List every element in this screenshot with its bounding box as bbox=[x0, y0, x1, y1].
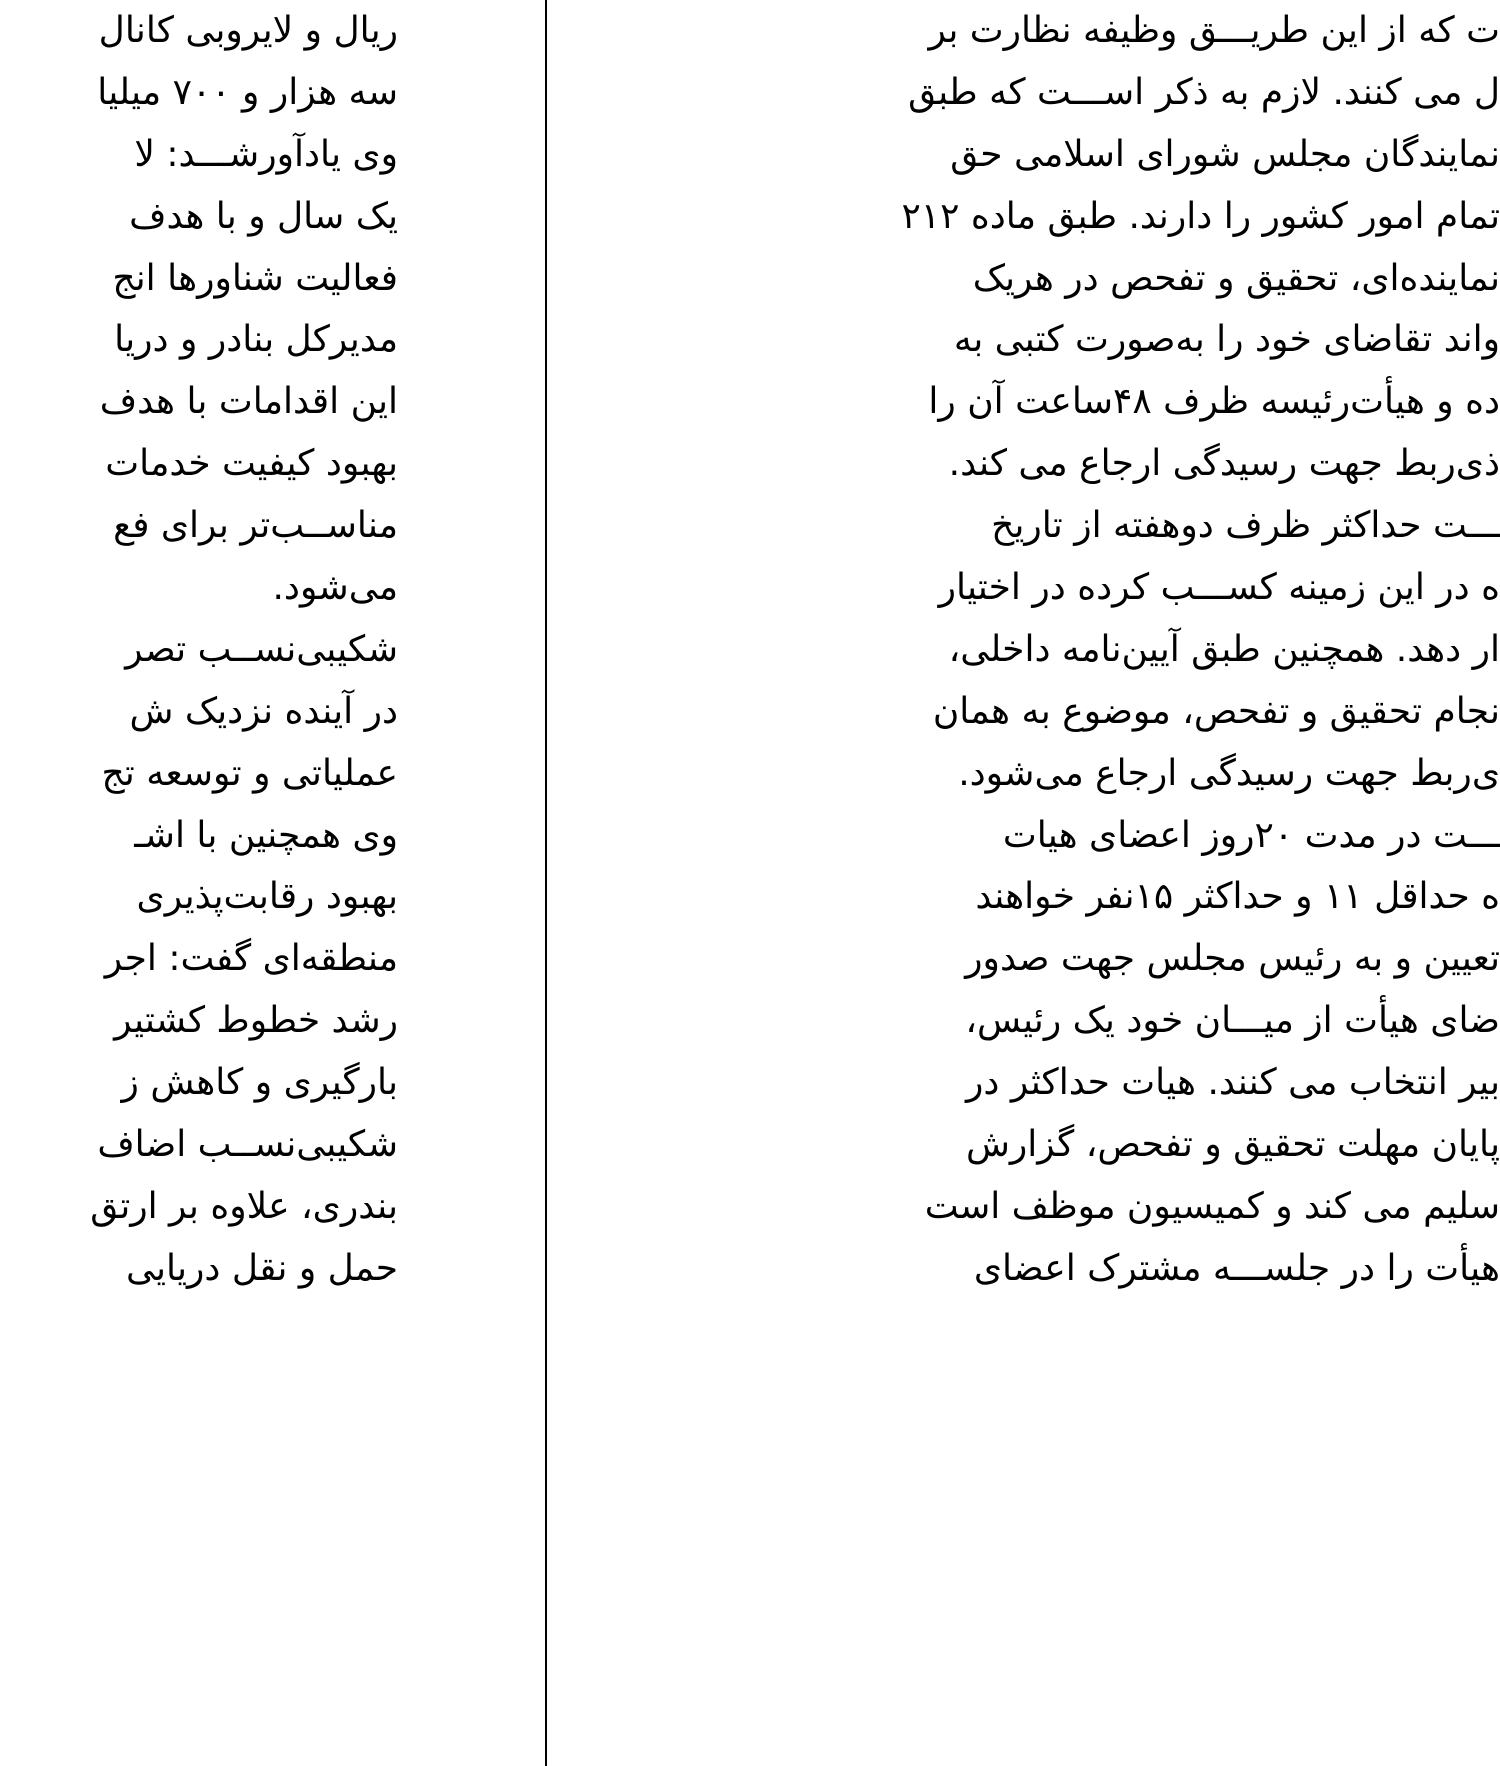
text-line: تمام امور کشور را دارند. طبق ماده ۲۱۲ bbox=[901, 195, 1500, 237]
text-line: بندری، علاوه بر ارتق bbox=[90, 1185, 398, 1227]
text-line: ضای هیأت از میـــان خود یک رئیس، bbox=[965, 1000, 1500, 1042]
text-line: ه حداقل ۱۱ و حداکثر ۱۵نفر خواهند bbox=[975, 876, 1500, 918]
text-line: مناســب‌تر برای فع bbox=[113, 505, 398, 547]
text-line: فعالیت شناورها انج bbox=[112, 257, 398, 299]
text-line: شکیبی‌نســب تصر bbox=[125, 628, 398, 670]
text-line: ریال و لایروبی کانال bbox=[98, 10, 398, 51]
text-line: یک سال و با هدف bbox=[129, 195, 398, 237]
right-text-column bbox=[783, 0, 1500, 1766]
text-line: سه هزار و ۷۰۰ میلیا bbox=[97, 71, 398, 113]
text-line: شکیبی‌نســب اضاف bbox=[97, 1124, 398, 1166]
text-line: در آینده نزدیک ش bbox=[129, 690, 398, 732]
text-line: ه در این زمینه کســـب کرده در اختیار bbox=[938, 567, 1500, 609]
text-line: وی همچنین با اشـ bbox=[134, 814, 398, 856]
text-line: واند تقاضای خود را به‌صورت کتبی به bbox=[953, 319, 1500, 361]
text-line: می‌شود. bbox=[272, 567, 398, 609]
text-line: ـــت در مدت ۲۰روز اعضای هیات bbox=[1002, 814, 1500, 856]
text-line: ده و هیأت‌رئیسه ظرف ۴۸ساعت آن را bbox=[928, 381, 1500, 423]
text-line: نمایندگان مجلس شورای اسلامی حق bbox=[950, 133, 1500, 175]
text-line: منطقه‌ای گفت: اجر bbox=[104, 938, 398, 980]
text-line: عملیاتی و توسعه تج bbox=[101, 752, 398, 794]
right-column-lines bbox=[783, 0, 1500, 1300]
text-line: این اقدامات با هدف bbox=[99, 381, 398, 423]
left-column-lines bbox=[0, 0, 398, 1300]
text-line: نجام تحقیق و تفحص، موضوع به همان bbox=[932, 690, 1500, 732]
text-line: ـــت حداکثر ظرف دوهفته از تاریخ bbox=[991, 505, 1500, 547]
text-line: بارگیری و کاهش ز bbox=[121, 1062, 398, 1104]
text-line: حمل و نقل دریایی bbox=[126, 1247, 398, 1289]
text-line: سلیم می کند و کمیسیون موظف است bbox=[924, 1185, 1500, 1227]
text-line: بهبود کیفیت خدمات bbox=[105, 443, 398, 485]
text-line: بهبود رقابت‌پذیری bbox=[136, 876, 398, 918]
text-line: تعیین و به رئیس مجلس جهت صدور bbox=[965, 938, 1500, 980]
text-line: ار دهد. همچنین طبق آیین‌نامه داخلی، bbox=[948, 628, 1500, 670]
text-line: بیر انتخاب می کنند. هیات حداکثر در bbox=[965, 1062, 1500, 1104]
left-text-column bbox=[0, 0, 398, 1766]
text-line: رشد خطوط کشتیر bbox=[114, 1000, 398, 1042]
text-line: پایان مهلت تحقیق و تفحص، گزارش bbox=[965, 1124, 1500, 1166]
text-line: ی‌ربط جهت رسیدگی ارجاع می‌شود. bbox=[958, 752, 1500, 794]
text-line: ل می کنند. لازم به ذکر اســـت که طبق bbox=[908, 71, 1500, 113]
text-line: نماینده‌ای، تحقیق و تفحص در هریک bbox=[972, 257, 1500, 299]
text-line: هیأت را در جلســـه مشترک اعضای bbox=[973, 1247, 1500, 1289]
text-line: وی یادآورشـــد: لا bbox=[134, 133, 398, 175]
text-line: مدیرکل بنادر و دریا bbox=[114, 319, 398, 361]
text-line: ذی‌ربط جهت رسیدگی ارجاع می کند. bbox=[948, 443, 1500, 485]
column-divider bbox=[545, 0, 547, 1766]
text-line: ت که از این طریـــق وظیفه نظارت بر bbox=[928, 10, 1500, 51]
